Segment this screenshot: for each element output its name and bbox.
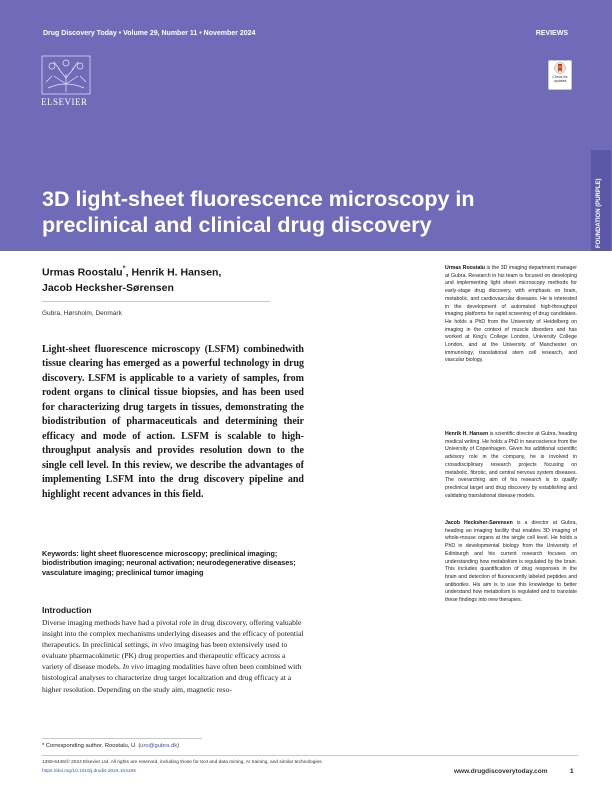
intro-run: imaging has been extensively used to evaluate pharmacokinetic (PK) drug properties and therapeutic efficacy across a variety of disease models. [42,640,288,672]
publisher-logo-text: ELSEVIER [41,97,88,107]
author-names: , Henrik H. Hansen, [125,266,222,279]
footnote-divider [42,738,202,739]
bio-name: Urmas Roostalu [445,265,485,271]
bio-text: is the 3D imaging department manager at Gubra. Research in his team is focused on developing and implementing light sheet microscopy methods for early-stage drug discovery, with emphasis on brain, metabolic, and cardiovascular diseases. He is interested in the development of automated high-throughput imaging platforms for rapid screening of drug candidates. He holds a PhD from the University of Heidelberg on imaging in the context of muscle disorders and has worked at King's College London, University College London, and at the University of Manchester on immunology, translational stem cell research, and vascular biology. [445,265,577,364]
bio-text: is a director at Gubra, heading an imaging facility that enables 3D imaging of whole-mouse organs at the single cell level. He holds a PhD in developmental biology from the University of Edinburgh and his current research focuses on understanding how metabolism is regulated by the brain. This includes quantification of drug responses in the brain and detection of fluorescently labeled peptides and antibodies. His aim is to use this knowledge to better understand how metabolism is regulated and to translate these findings into new therapies. [445,520,577,604]
corresponding-author-mark[interactable]: * [122,264,126,273]
author-bio [445,520,577,605]
copyright-line: 1359-6446/© 2024 Elsevier Ltd. All rights are reserved, including those for text and data mining, AI training, and similar technologies. [42,760,323,765]
check-for-updates-button[interactable] [548,60,572,90]
author-list [42,261,287,296]
crossmark-label: Check for updates [552,75,568,83]
footer-divider [42,755,578,756]
doi-link[interactable]: https://doi.org/10.1016/j.drudis.2024.104196 [42,769,136,774]
intro-run: imaging modalities have often been combined with histological analyses to characterize drug target localization and drug efficacy at a higher resolution. Depending on the study aim, magnetic reso- [42,662,302,694]
page-number: 1 [570,768,574,775]
intro-emphasis: In vivo [122,662,144,672]
author-name[interactable]: Jacob Hecksher-Sørensen [42,281,174,294]
bio-text: is scientific director at Gubra, heading medical writing. He holds a PhD in neuroscience from the University of Copenhagen. Given his additional scientific advisory role in the company, he is involved in crossdisciplinary research projects focusing on metabolic, fibrotic, and central nervous system diseases. The overarching aim of his research is to qualify preclinical target and drug discovery by establishing and validating translational disease models. [445,431,577,499]
footnote-text: ) [177,743,180,749]
footnote-text: * Corresponding author. Roostalu, U. ( [42,743,141,749]
keywords: Keywords: light sheet fluorescence microscopy; preclinical imaging; biodistribution imaging; neuronal activation; neurodegenerative diseases; vasculature imaging; preclinical tumor imaging [42,549,296,577]
intro-run: Diverse imaging methods have had a pivotal role in drug discovery, offering valuable insight into the complex mechanisms underlying diseases and the efficacy of potential therapeutics. In preclinical settings, [42,618,304,650]
abstract: Light-sheet fluorescence microscopy (LSFM) combinedwith tissue clearing has emerged as a powerful technology in drug discovery. LSFM is applicable to a variety of samples, from rodent organs to clinical tissue biopsies, and has been used for characterizing drug targets in tissues, demonstrating the biodistribution of pharmaceuticals and determining their efficacy and mode of action. LSFM is scalable to high-throughput analysis and provides resolution down to the single cell level. In this review, we describe the advantages of implementing LSFM into the drug discovery pipeline and highlight recent advances in this field. [42,344,304,500]
author-email-link[interactable]: uro@gubra.dk [140,743,178,749]
crossmark-icon [549,61,571,75]
section-heading: Introduction [42,605,92,615]
introduction-text [42,617,304,695]
author-name[interactable]: Urmas Roostalu [42,266,123,279]
author-bio [445,431,577,500]
section-tag: REVIEWS [535,30,568,37]
journal-website-link[interactable]: www.drugdiscoverytoday.com [454,768,548,775]
bio-name: Jacob Hecksher-Sørensen [445,520,513,526]
affiliation: Gubra, Hørsholm, Denmark [42,310,122,317]
article-title: 3D light-sheet fluorescence microscopy in preclinical and clinical drug discovery [42,187,475,237]
intro-emphasis: in vivo [151,640,173,650]
bio-name: Henrik H. Hansen [445,431,489,437]
running-head: Drug Discovery Today • Volume 29, Number 11 • November 2024 [43,30,256,37]
author-divider [42,301,270,302]
side-tab-label: FOUNDATION (PURPLE) [596,178,602,248]
corresponding-author-footnote [42,743,179,749]
author-bio [445,265,577,365]
